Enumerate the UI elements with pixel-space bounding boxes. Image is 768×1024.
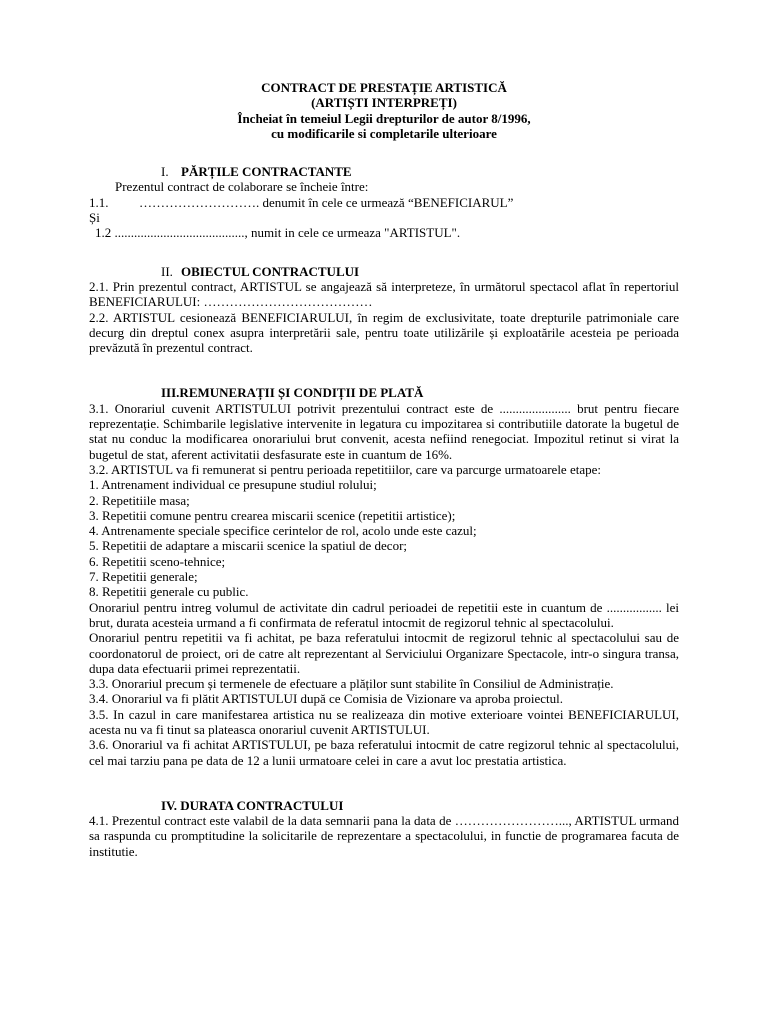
rehearsal-fee-paragraph: Onorariul pentru intreg volumul de activitate din cadrul perioadei de repetitii este in cuantum de ................. lei brut, durata acesteia urmand a fi confirmata de referatul intocmit de regizorul tehnic al spectacolului. bbox=[89, 599, 679, 630]
section-title: PĂRȚILE CONTRACTANTE bbox=[181, 164, 352, 180]
list-item: 5. Repetitii de adaptare a miscarii scenice la spatiul de decor; bbox=[89, 538, 408, 554]
clause-2-1: 2.1. Prin prezentul contract, ARTISTUL se angajează să interpreteze, în următorul spectacol aflat în repertoriul BENEFICIARULUI: ………………………………… bbox=[89, 278, 679, 310]
section-heading-2 bbox=[161, 264, 679, 279]
clause-3-2: 3.2. ARTISTUL va fi remunerat si pentru perioada repetitiilor, care va parcurge urmatoarele etape: bbox=[89, 461, 601, 477]
legal-basis-cont: cu modificarile si completarile ulterioare bbox=[271, 125, 497, 141]
list-item: 4. Antrenamente speciale specifice cerintelor de rol, acolo unde este cazul; bbox=[89, 523, 477, 539]
party-artist: 1.2 ........................................, numit in cele ce urmeaza "ARTISTUL". bbox=[95, 225, 461, 241]
section-heading-4: IV. DURATA CONTRACTULUI bbox=[161, 797, 344, 813]
document-content bbox=[89, 80, 679, 859]
list-item: 7. Repetitii generale; bbox=[89, 569, 198, 585]
contract-subtitle: (ARTIȘTI INTERPREȚI) bbox=[311, 95, 457, 111]
party-beneficiary bbox=[89, 195, 679, 210]
parties-intro: Prezentul contract de colaborare se încheie între: bbox=[115, 179, 369, 195]
clause-3-3: 3.3. Onorariul precum și termenele de efectuare a plăților sunt stabilite în Consiliul de Administrație. bbox=[89, 676, 614, 692]
clause-3-1: 3.1. Onorariul cuvenit ARTISTULUI potrivit prezentului contract este de ...................... brut pentru fiecare reprezentație. Schimbarile legislative intervenite in legatura cu impozitarea si contributiile datorate la bugetul de stat nu conduc la modificarea onorariului brut convenit, acesta nefiind renegociat. Impozitul retinut si virat la bugetul de stat, aferent activitatii desfasurate este in cuantum de 16%. bbox=[89, 400, 679, 462]
list-item: 8. Repetitii generale cu public. bbox=[89, 584, 249, 600]
conjunction: Și bbox=[89, 210, 100, 226]
clause-2-2: 2.2. ARTISTUL cesionează BENEFICIARULUI, în regim de exclusivitate, toate drepturile patrimoniale care decurg din dreptul conex asupra interpretării sale, pentru toate utilizările și exploatările acesteia pe perioada prevăzută în prezentul contract. bbox=[89, 309, 679, 356]
clause-3-6: 3.6. Onorariul va fi achitat ARTISTULUI, pe baza referatului intocmit de catre regizorul tehnic al spectacolului, cel mai tarziu pana pe data de 12 a lunii urmatoare celei in care a avut loc prestatia artistica. bbox=[89, 737, 679, 768]
section-heading-1 bbox=[161, 164, 679, 179]
contract-header bbox=[89, 80, 679, 141]
section-number: I. bbox=[161, 164, 169, 180]
section-heading-3: III.REMUNERAȚII ȘI CONDIȚII DE PLATĂ bbox=[161, 385, 424, 401]
list-item: 6. Repetitii sceno-tehnice; bbox=[89, 553, 226, 569]
clause-4-1: 4.1. Prezentul contract este valabil de la data semnarii pana la data de ……………………..., ARTISTUL urmand sa raspunda cu promptitudine la solicitarile de reprezentare a spectacolului, in functie de programarea facuta de institutie. bbox=[89, 813, 679, 859]
section-title: OBIECTUL CONTRACTULUI bbox=[181, 263, 360, 279]
list-item: 2. Repetitiile masa; bbox=[89, 492, 190, 508]
legal-basis: Încheiat în temeiul Legii drepturilor de autor 8/1996, bbox=[237, 110, 531, 126]
rehearsal-payment-paragraph: Onorariul pentru repetitii va fi achitat, pe baza referatului intocmit de regizorul tehnic al spectacolului sau de coordonatorul de proiect, ori de catre alt reprezentant al Serviciului Organizare Spectacole, intr-o singura transa, dupa data efectuarii primei reprezentatii. bbox=[89, 630, 679, 676]
clause-number: 1.1. bbox=[89, 194, 109, 210]
contract-title: CONTRACT DE PRESTAȚIE ARTISTICĂ bbox=[261, 80, 507, 95]
list-item: 1. Antrenament individual ce presupune studiul rolului; bbox=[89, 477, 377, 493]
list-item: 3. Repetitii comune pentru crearea miscarii scenice (repetitii artistice); bbox=[89, 507, 456, 523]
section-number: II. bbox=[161, 263, 173, 279]
clause-3-5: 3.5. In cazul in care manifestarea artistica nu se realizeaza din motive exterioare vointei BENEFICIARULUI, acesta nu va fi tinut sa plateasca onorariul cuvenit ARTISTULUI. bbox=[89, 706, 679, 737]
clause-3-4: 3.4. Onorariul va fi plătit ARTISTULUI după ce Comisia de Vizionare va aproba proiectul. bbox=[89, 691, 564, 707]
clause-text: ………………………. denumit în cele ce urmează “BENEFICIARUL” bbox=[139, 194, 514, 210]
rehearsal-stages-list bbox=[89, 477, 679, 599]
